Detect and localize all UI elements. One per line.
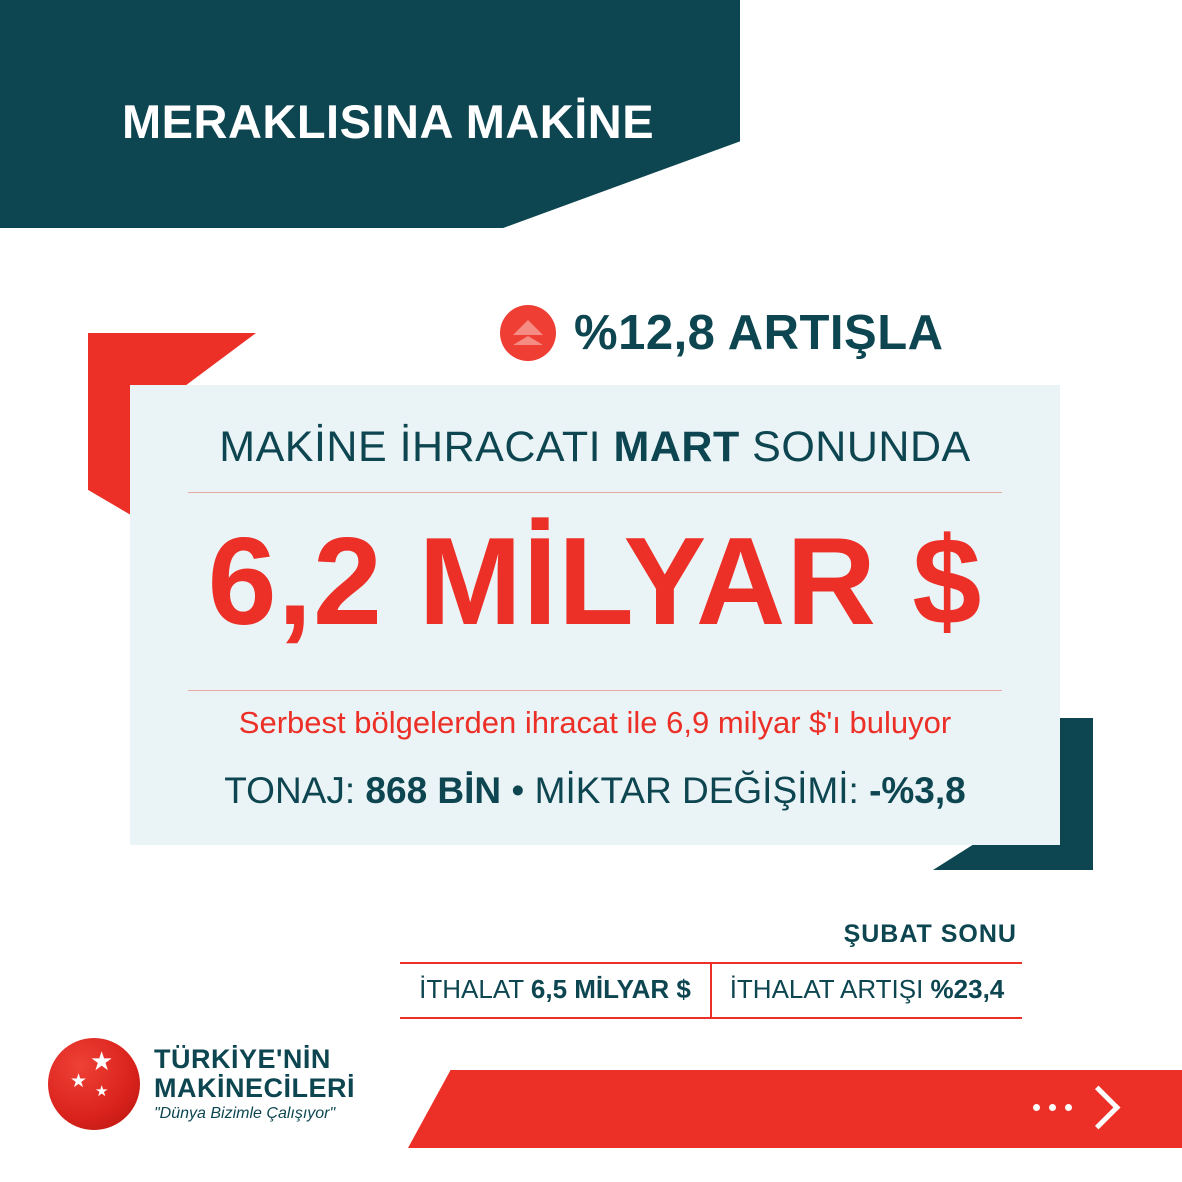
turkish-flag-star-icon — [48, 1038, 140, 1130]
increase-indicator — [500, 305, 944, 361]
stat-import-growth-value: %23,4 — [930, 974, 1005, 1004]
headline-bold: MART — [613, 423, 740, 471]
divider-top — [188, 492, 1002, 493]
stat-import-growth-label: İTHALAT ARTIŞI — [729, 974, 931, 1004]
stat-import-growth — [710, 964, 1022, 1017]
headline-prefix: MAKİNE İHRACATI — [219, 423, 614, 471]
brand-line-2: MAKİNECİLERİ — [154, 1072, 355, 1103]
card-note: Serbest bölgelerden ihracat ile 6,9 milyar $'ı buluyor — [238, 705, 952, 740]
stat-import — [400, 964, 710, 1017]
arrow-dot-1 — [1033, 1104, 1040, 1111]
tonnage-label: TONAJ: — [224, 770, 366, 811]
star-large-icon: ★ — [90, 1046, 114, 1076]
brand-name — [154, 1045, 355, 1122]
card-footer-stats — [130, 770, 1060, 812]
brand-line-1: TÜRKİYE'NİN — [154, 1044, 331, 1075]
stat-import-label: İTHALAT — [419, 974, 531, 1004]
stat-import-value: 6,5 MİLYAR $ — [530, 974, 691, 1004]
increase-label: %12,8 ARTIŞLA — [574, 306, 944, 360]
period-label: ŞUBAT SONU — [843, 920, 1017, 948]
stat-separator: • — [501, 770, 535, 811]
star-medium-icon: ★ — [70, 1071, 88, 1092]
quantity-value: -%3,8 — [869, 770, 966, 811]
up-arrow-icon — [500, 305, 556, 361]
brand-slogan: "Dünya Bizimle Çalışıyor" — [154, 1104, 336, 1122]
card-headline — [130, 423, 1060, 472]
main-stat-card — [130, 385, 1060, 845]
divider-bottom — [188, 690, 1002, 691]
chevron-right-icon — [1077, 1086, 1121, 1130]
main-figure: 6,2 MİLYAR $ — [207, 513, 983, 651]
star-small-icon: ★ — [95, 1083, 109, 1100]
headline-suffix: SONUNDA — [739, 423, 971, 471]
page-title: MERAKLISINA MAKİNE — [122, 95, 655, 148]
quantity-label: MİKTAR DEĞİŞİMİ: — [534, 770, 870, 811]
import-stats-row — [400, 962, 1022, 1019]
arrow-dot-2 — [1049, 1104, 1056, 1111]
tonnage-value: 868 BİN — [365, 770, 502, 811]
arrow-dot-3 — [1065, 1104, 1072, 1111]
next-arrow-icon[interactable] — [1033, 1092, 1114, 1123]
brand-logo — [48, 1038, 355, 1130]
